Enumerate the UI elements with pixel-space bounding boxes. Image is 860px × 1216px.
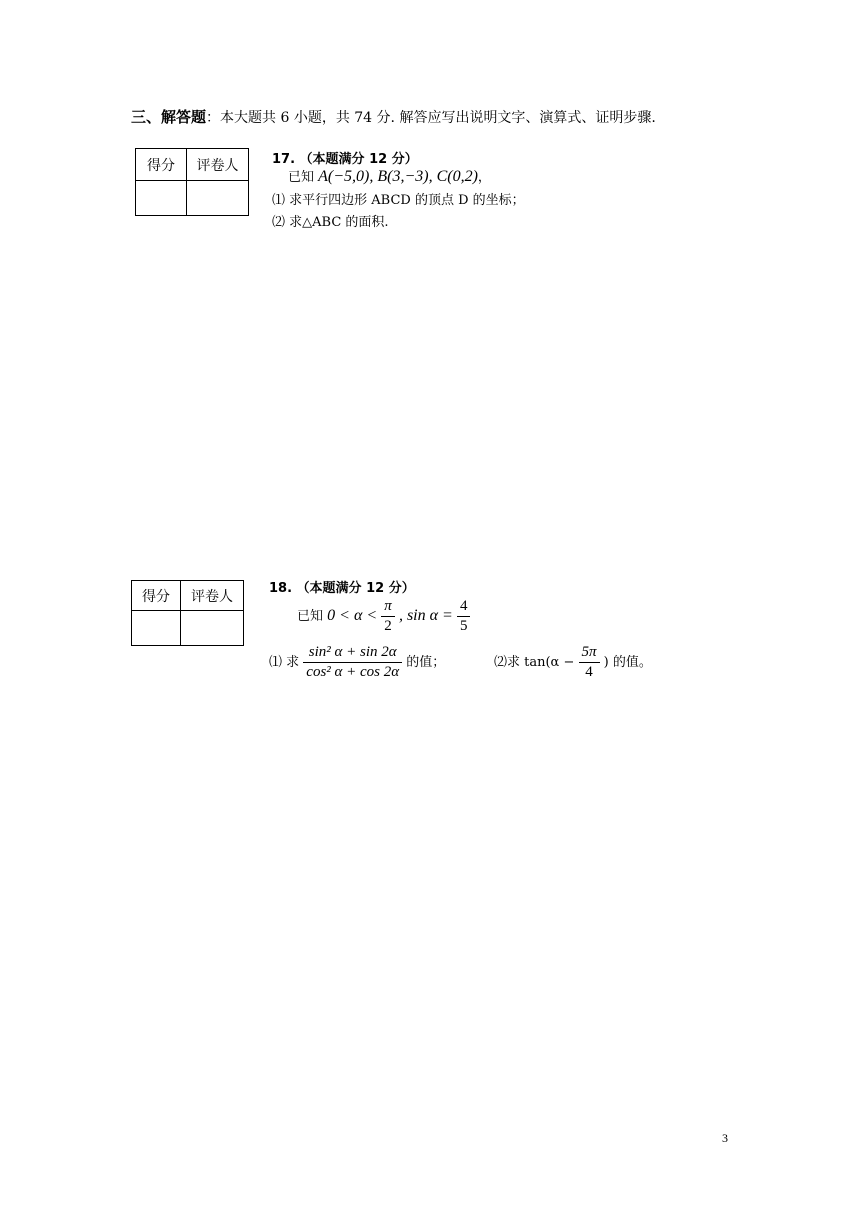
- q18-given-ineq: 0 < α <: [327, 607, 378, 624]
- four-fifths-fraction: [457, 597, 471, 636]
- score-cell[interactable]: [132, 611, 181, 646]
- q17-given-prefix: 已知: [288, 170, 319, 185]
- q18-given: [297, 597, 470, 636]
- q18-part1-prefix: ⑴ 求: [269, 655, 300, 670]
- q18-part2-suffix: ) 的值。: [603, 655, 652, 670]
- fraction-numerator: 5π: [579, 643, 600, 663]
- q17-given: [288, 166, 491, 186]
- q18-part2-prefix: ⑵求 tan(α −: [494, 655, 575, 670]
- q17-given-suffix: ，: [477, 170, 491, 185]
- five-pi-over-4-fraction: [579, 643, 600, 682]
- grader-label: 评卷人: [181, 581, 244, 611]
- q17-part2: ⑵ 求△ABC 的面积.: [272, 215, 389, 230]
- section-header: [131, 106, 656, 127]
- q18-part1-suffix: 的值；: [406, 655, 446, 670]
- q18-title: 18. （本题满分 12 分）: [269, 581, 415, 596]
- fraction-denominator: 2: [384, 618, 392, 634]
- grader-label: 评卷人: [187, 149, 249, 181]
- score-table-q18: [131, 580, 244, 646]
- section-heading: 三、解答题: [131, 108, 207, 126]
- q18-given-sin: , sin α =: [398, 607, 453, 624]
- q18-part2: [494, 643, 652, 682]
- fraction-numerator: 4: [457, 597, 471, 617]
- q17-part1: ⑴ 求平行四边形 ABCD 的顶点 D 的坐标；: [272, 193, 525, 208]
- trig-ratio-fraction: [303, 643, 402, 682]
- fraction-denominator: 5: [459, 618, 468, 634]
- score-label: 得分: [132, 581, 181, 611]
- section-instructions: ：本大题共 6 小题，共 74 分. 解答应写出说明文字、演算式、证明步骤.: [206, 110, 656, 126]
- fraction-numerator: π: [381, 597, 395, 617]
- grader-cell[interactable]: [181, 611, 244, 646]
- q17-given-math: A(−5,0), B(3,−3), C(0,2): [318, 168, 478, 185]
- grader-cell[interactable]: [187, 181, 249, 216]
- score-cell[interactable]: [136, 181, 187, 216]
- fraction-denominator: 4: [585, 664, 593, 680]
- score-table-q17: [135, 148, 249, 216]
- fraction-numerator: sin² α + sin 2α: [303, 643, 402, 663]
- pi-over-2-fraction: [381, 597, 395, 636]
- fraction-denominator: cos² α + cos 2α: [306, 664, 400, 680]
- q17-title: 17. （本题满分 12 分）: [272, 152, 418, 167]
- q18-part1: [269, 643, 445, 682]
- q18-given-prefix: 已知: [297, 609, 324, 624]
- page-number: 3: [722, 1131, 728, 1145]
- score-label: 得分: [136, 149, 187, 181]
